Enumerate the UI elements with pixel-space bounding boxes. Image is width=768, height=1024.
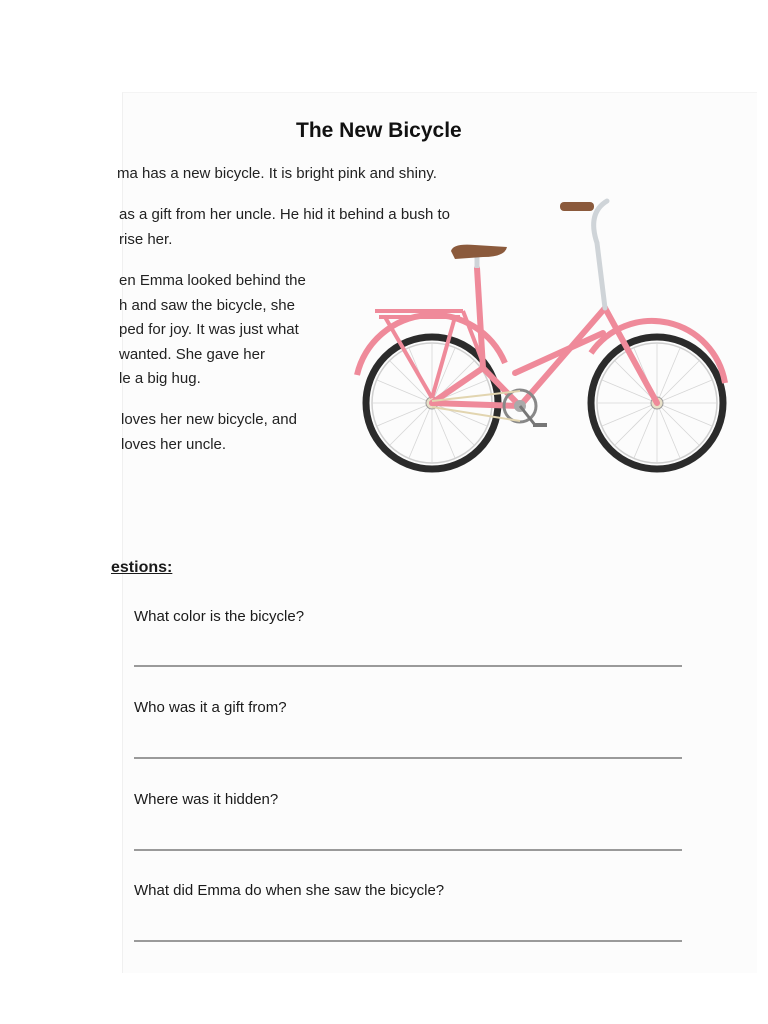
questions-heading: estions: — [111, 559, 173, 576]
paragraph-3-line: ped for joy. It was just what — [119, 321, 299, 338]
answer-line-4[interactable] — [134, 940, 682, 942]
paragraph-3-line: wanted. She gave her — [119, 345, 265, 363]
answer-line-3[interactable] — [134, 849, 682, 851]
question-4: What did Emma do when she saw the bicycle? — [134, 882, 445, 899]
bicycle-illustration — [355, 193, 735, 493]
paragraph-4 — [121, 408, 297, 457]
handlebar-grip — [560, 202, 594, 211]
question-1: What color is the bicycle? — [134, 608, 305, 625]
paragraph-1: ma has a new bicycle. It is bright pink and shiny. — [117, 165, 437, 182]
bicycle-frame — [432, 268, 657, 406]
paragraph-4-line: loves her new bicycle, and — [121, 411, 297, 428]
paragraph-3-line: le a big hug. — [119, 370, 201, 387]
paragraph-2-line: rise her. — [119, 230, 173, 248]
paragraph-3-line: en Emma looked behind the — [119, 272, 306, 289]
saddle — [451, 245, 507, 259]
answer-line-2[interactable] — [134, 757, 682, 759]
paragraph-2-line: as a gift from her uncle. He hid it behind a bush to — [119, 206, 451, 223]
paragraph-3 — [119, 269, 306, 392]
answer-line-1[interactable] — [134, 665, 682, 667]
question-3: Where was it hidden? — [134, 791, 279, 808]
worksheet-page — [111, 92, 757, 973]
worksheet-title: The New Bicycle — [296, 119, 462, 142]
paragraph-4-line: loves her uncle. — [121, 435, 227, 453]
paragraph-3-line: h and saw the bicycle, she — [119, 296, 295, 314]
question-2: Who was it a gift from? — [134, 699, 287, 716]
handlebar — [594, 201, 607, 308]
